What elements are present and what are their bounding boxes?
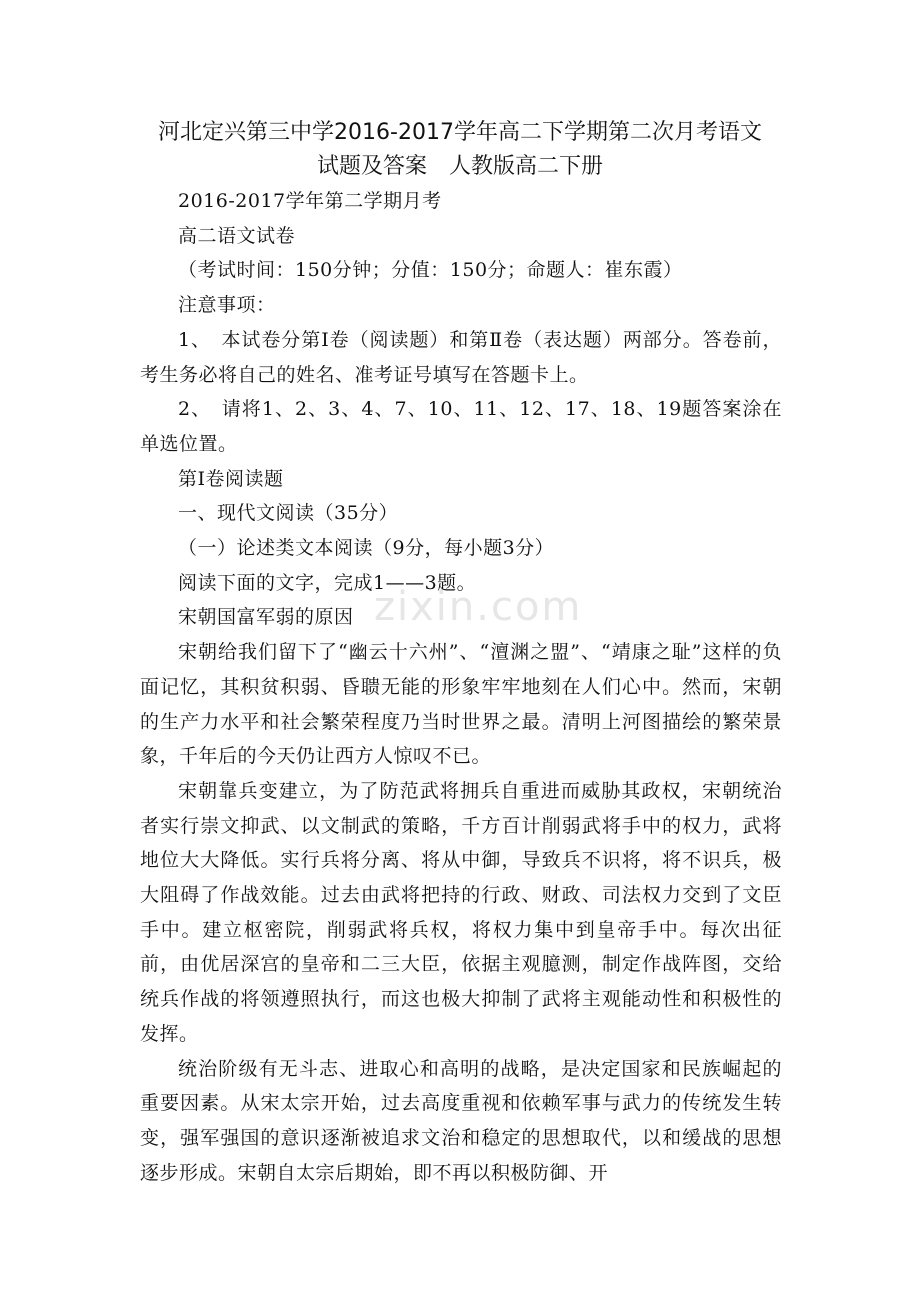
notice-item-2: 2、 请将1、2、3、4、7、10、11、12、17、18、19题答案涂在单选位置。 <box>140 398 782 455</box>
exam-info-line: （考试时间：150分钟；分值：150分；命题人：崔东霞） <box>178 259 683 282</box>
part-heading-modern-text: 一、现代文阅读（35分） <box>178 502 399 525</box>
subpart-heading-argumentative: （一）论述类文本阅读（9分，每小题3分） <box>178 537 555 560</box>
reading-instruction: 阅读下面的文字，完成1——3题。 <box>178 571 477 594</box>
notice-heading: 注意事项： <box>178 294 276 317</box>
article-paragraph-2: 宋朝靠兵变建立，为了防范武将拥兵自重进而威胁其政权，宋朝统治者实行崇文抑武、以文制武的策略，千方百计削弱武将手中的权力，武将地位大大降低。实行兵将分离、将从中御，导致兵不识将，将不识兵，极大阻碍了作战效能。过去由武将把持的行政、财政、司法权力交到了文臣手中。建立枢密院，削弱武将兵权，将权力集中到皇帝手中。每次出征前，由优居深宫的皇帝和二三大臣，依据主观臆测，制定作战阵图，交给统兵作战的将领遵照执行，而这也极大抑制了武将主观能动性和积极性的发挥。 <box>140 779 782 1045</box>
section-heading-reading: 第Ⅰ卷阅读题 <box>178 467 284 490</box>
article-paragraph-3: 统治阶级有无斗志、进取心和高明的战略，是决定国家和民族崛起的重要因素。从宋太宗开始，过去高度重视和依赖军事与武力的传统发生转变，强军强国的意识逐渐被追求文治和稳定的思想取代，以和缓战的思想逐步形成。宋朝自太宗后期始，即不再以积极防御、开 <box>140 1057 782 1184</box>
document-body <box>140 184 782 1190</box>
document-title-line-1: 河北定兴第三中学2016-2017学年高二下学期第二次月考语文 <box>158 120 762 145</box>
notice-item-1: 1、 本试卷分第Ⅰ卷（阅读题）和第Ⅱ卷（表达题）两部分。答卷前，考生务必将自己的姓名、准考证号填写在答题卡上。 <box>140 328 782 386</box>
document-title-line-2: 试题及答案 人教版高二下册 <box>316 154 603 179</box>
watermark-text: zixin.com <box>374 584 583 630</box>
exam-term-line: 2016-2017学年第二学期月考 <box>178 190 442 212</box>
exam-paper-name: 高二语文试卷 <box>178 224 296 247</box>
article-title: 宋朝国富军弱的原因 <box>178 606 354 629</box>
article-paragraph-1: 宋朝给我们留下了“幽云十六州”、“澶渊之盟”、“靖康之耻”这样的负面记忆，其积贫积弱、昏聩无能的形象牢牢地刻在人们心中。然而，宋朝的生产力水平和社会繁荣程度乃当时世界之最。清明上河图描绘的繁荣景象，千年后的今天仍让西方人惊叹不已。 <box>140 641 782 768</box>
